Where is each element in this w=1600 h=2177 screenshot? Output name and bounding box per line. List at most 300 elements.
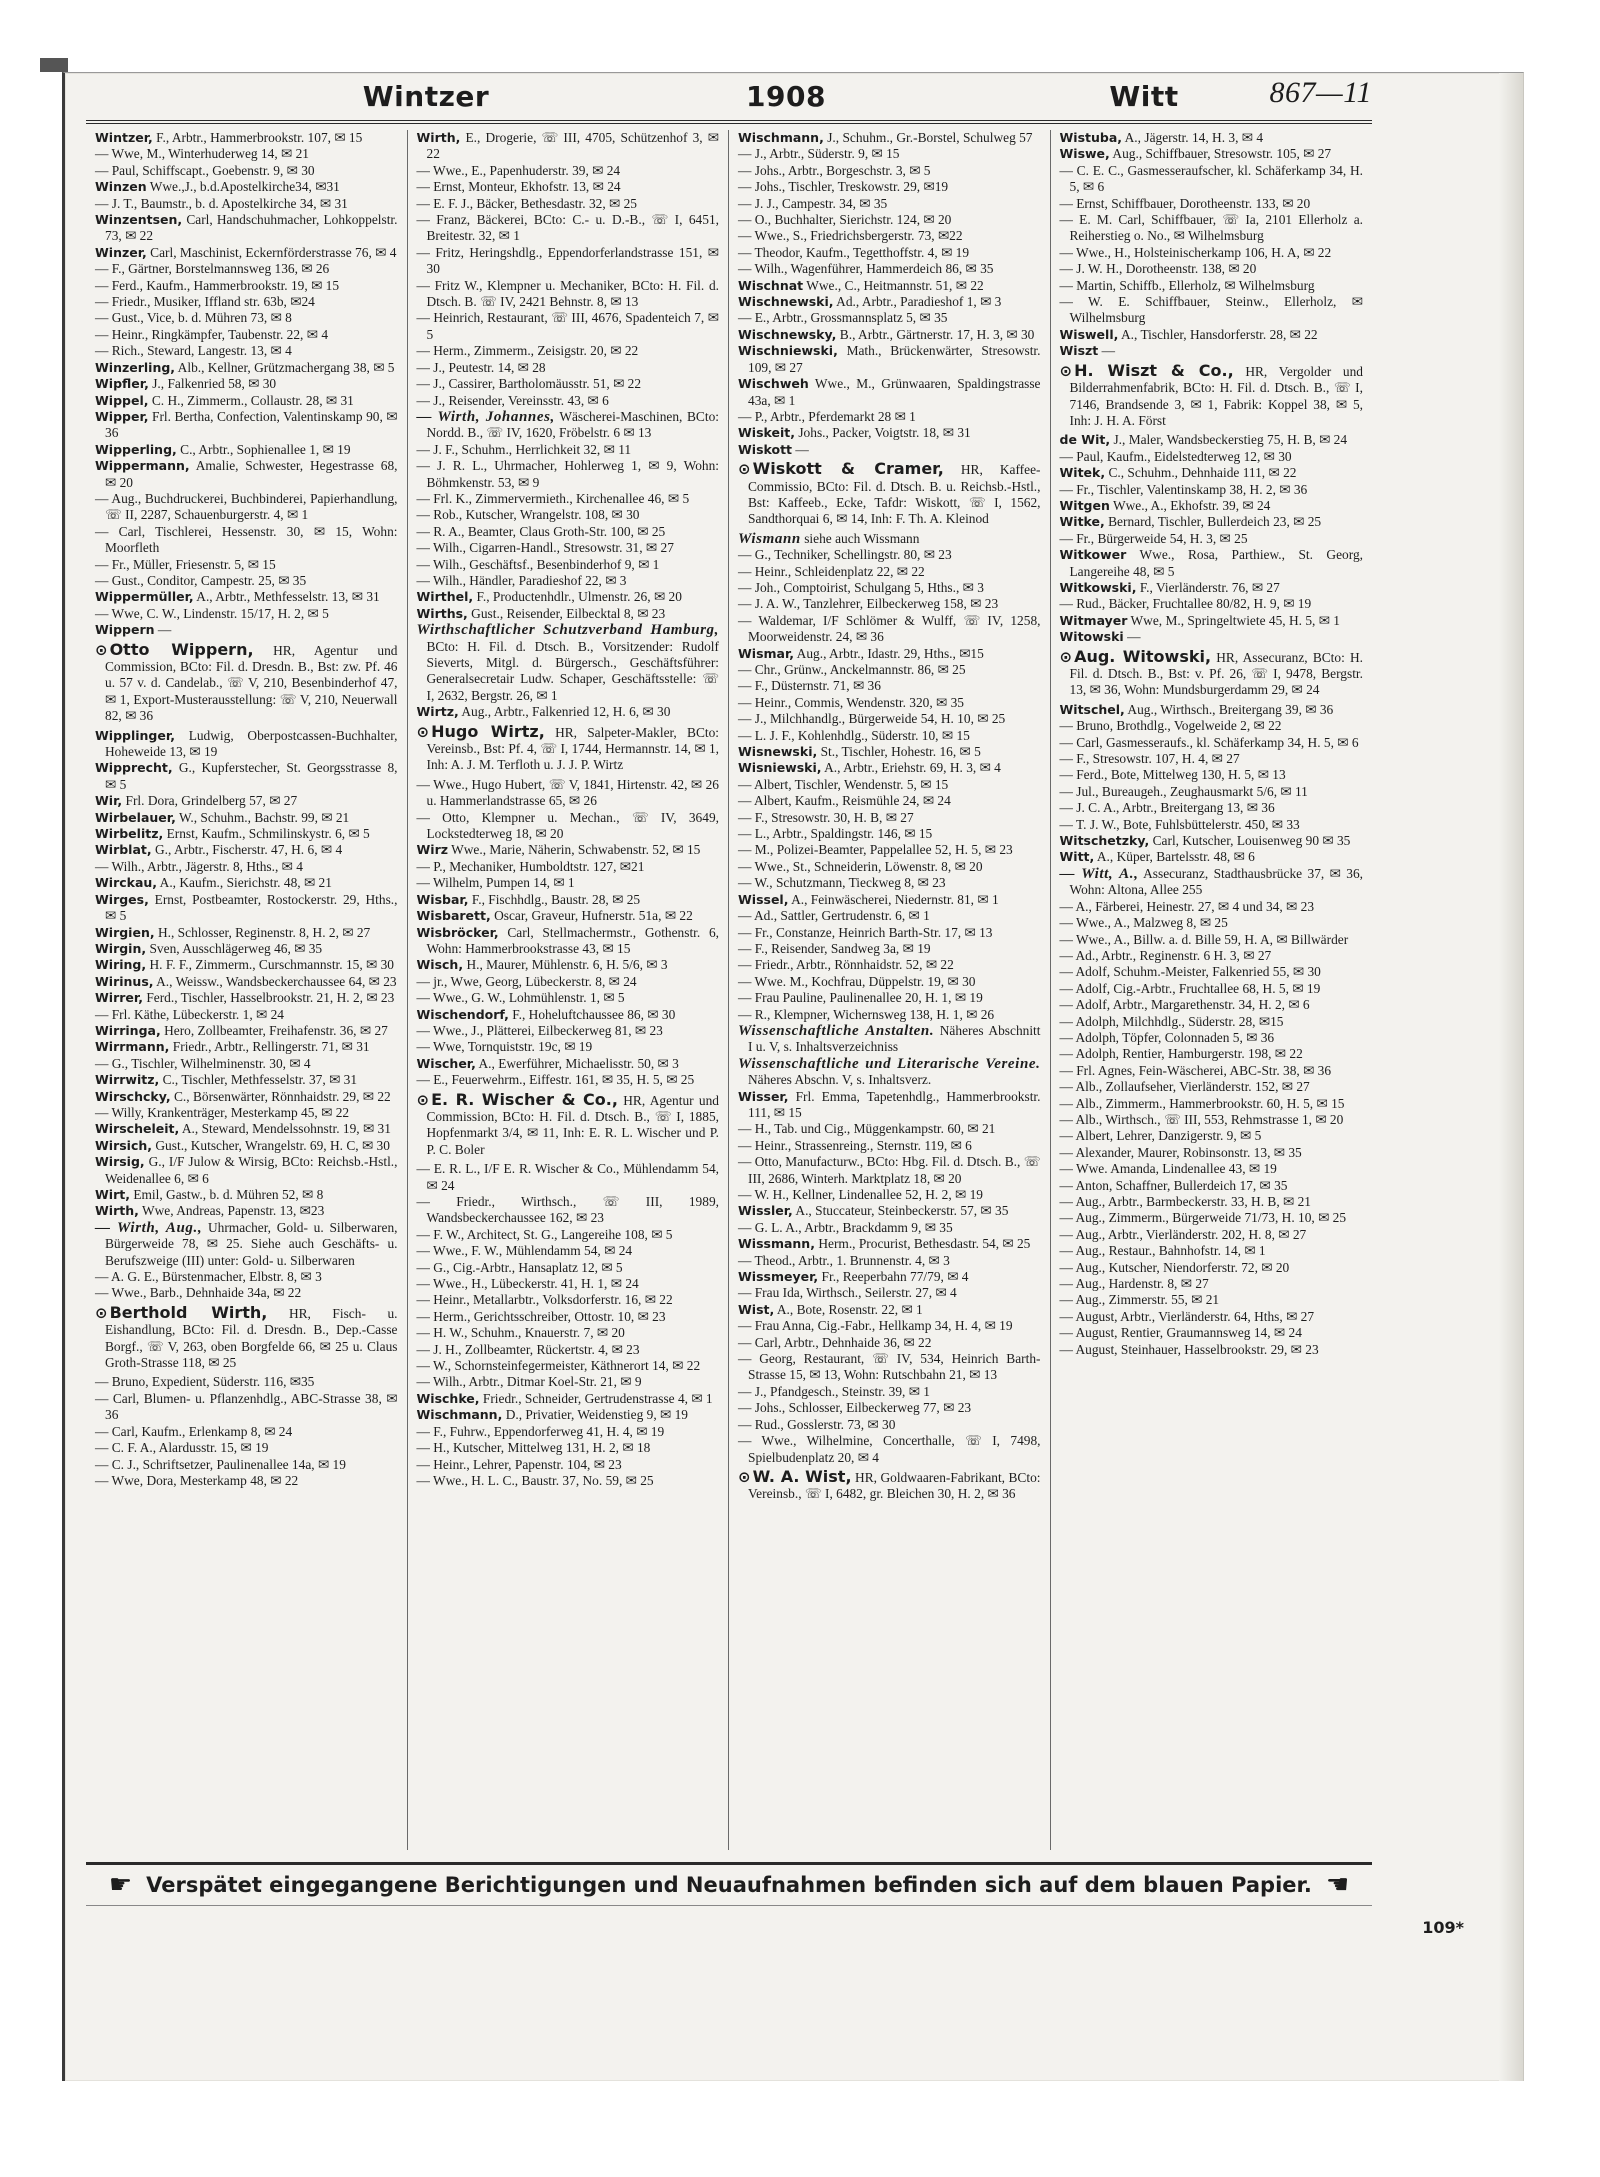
directory-entry (738, 990, 1041, 1006)
directory-entry (417, 343, 720, 359)
directory-entry (95, 130, 398, 146)
entry-text: — Alb., Wirthsch., ☏ III, 553, Rehmstrasse 1, ✉ 20 (1059, 1111, 1344, 1127)
directory-entry (1060, 718, 1364, 734)
directory-entry (738, 842, 1041, 858)
directory-entry (1060, 1309, 1364, 1325)
directory-entry (1060, 702, 1364, 718)
directory-entry (1060, 1178, 1364, 1194)
header-year: 1908 (746, 80, 826, 113)
directory-entry (95, 261, 398, 277)
entry-text: Johs., Packer, Voigtstr. 18, ✉ 31 (798, 425, 971, 441)
entry-text: Bernard, Tischler, Bullerdeich 23, ✉ 25 (1108, 514, 1322, 530)
firm-marker-icon: ⊙ (1059, 361, 1073, 380)
directory-columns (86, 130, 1372, 1850)
entry-name: Witkowski, (1059, 579, 1137, 595)
directory-entry (738, 531, 1041, 547)
entry-text: — Herm., Zimmerm., Zeisigstr. 20, ✉ 22 (416, 343, 639, 359)
directory-entry (417, 990, 720, 1006)
entry-text: Frl. Emma, Tapetenhdlg., Hammerbrookstr. 111, ✉ 15 (748, 1088, 1041, 1120)
directory-entry (738, 1335, 1041, 1351)
directory-entry (738, 1007, 1041, 1023)
directory-entry (95, 360, 398, 376)
directory-entry (1060, 849, 1364, 865)
entry-text: A., Kaufm., Sierichstr. 48, ✉ 21 (159, 875, 332, 891)
entry-text: — J. T., Baumstr., b. d. Apostelkirche 34, ✉ 31 (95, 195, 348, 211)
directory-entry (417, 589, 720, 605)
entry-name: Wirsich, (95, 1137, 153, 1153)
entry-text: Wwe.,J., b.d.Apostelkirche34, ✉31 (149, 179, 340, 195)
entry-text: — F., Fuhrw., Eppendorferweg 41, H. 4, ✉ 19 (416, 1423, 665, 1439)
entry-name: Wipper, (95, 408, 149, 424)
entry-name: Wiring, (95, 957, 147, 973)
directory-entry (1060, 948, 1364, 964)
entry-name: W. A. Wist, (752, 1466, 852, 1486)
entry-name: Wirth, (95, 1203, 139, 1219)
entry-name: Wischnewsky, (738, 326, 837, 342)
directory-entry (95, 875, 398, 891)
entry-text: — Heinr., Metallarbtr., Volksdorferstr. 16, ✉ 22 (416, 1292, 673, 1308)
directory-entry (738, 957, 1041, 973)
entry-name: Wissmann, (738, 1236, 815, 1252)
directory-entry (1060, 735, 1364, 751)
directory-entry (738, 613, 1041, 646)
directory-entry (95, 1457, 398, 1473)
directory-entry (738, 261, 1041, 277)
entry-name: Witke, (1059, 514, 1105, 530)
entry-text: — J., Milchhandlg., Bürgerweide 54, H. 10, ✉ 25 (738, 711, 1006, 727)
entry-name: Wisbar, (416, 891, 469, 907)
entry-name: Witkower (1059, 547, 1127, 563)
page-spine-shadow (1499, 73, 1523, 2081)
entry-text: — H., Tab. und Cig., Müggenkampstr. 60, ✉ 21 (738, 1121, 996, 1137)
directory-entry (417, 892, 720, 908)
entry-text: — Waldemar, I/F Schlömer & Wulff, ☏ IV, 1258, Moorweidenstr. 24, ✉ 36 (738, 612, 1041, 645)
entry-name: Wisniewski, (738, 760, 822, 776)
entry-name: Wippel, (95, 392, 149, 408)
entry-text: Alb., Kellner, Grützmachergang 38, ✉ 5 (177, 359, 395, 375)
directory-entry (738, 875, 1041, 891)
entry-text: Ernst, Postbeamter, Rostockerstr. 29, Hths., ✉ 5 (105, 891, 398, 924)
entry-text: — Wwe., A., Malzweg 8, ✉ 25 (1059, 915, 1228, 931)
entry-text: Gust., Reisender, Eilbecktal 8, ✉ 23 (471, 605, 666, 621)
entry-text: — Johs., Arbtr., Borgeschstr. 3, ✉ 5 (738, 162, 931, 178)
footer-notice-text: Verspätet eingegangene Berichtigungen und Neuaufnahmen befinden sich auf dem blauen Papier. (146, 1873, 1312, 1897)
entry-text: — Carl, Gasmesseraufs., kl. Schäferkamp 34, H. 5, ✉ 6 (1059, 734, 1359, 750)
directory-entry (1060, 294, 1364, 327)
entry-name: Wischmann, (416, 1407, 503, 1423)
entry-name: Witschel, (1059, 701, 1125, 717)
entry-text: A., Arbtr., Eriehstr. 69, H. 3, ✉ 4 (824, 760, 1001, 776)
entry-text: — Wilh., Wagenführer, Hammerdeich 86, ✉ 35 (738, 261, 994, 277)
entry-text: Sven, Ausschlägerweg 46, ✉ 35 (149, 940, 323, 956)
entry-text: Herm., Procurist, Bethesdastr. 54, ✉ 25 (818, 1236, 1031, 1252)
entry-text: Carl, Kutscher, Louisenweg 90 ✉ 35 (1152, 833, 1351, 849)
entry-text: — Aug., Arbtr., Vierländerstr. 202, H. 8, ✉ 27 (1059, 1226, 1307, 1242)
entry-name: Witmayer (1059, 612, 1128, 628)
entry-text: — C. E. C., Gasmesseraufscher, kl. Schäferkamp 34, H. 5, ✉ 6 (1059, 162, 1363, 195)
entry-name: de Wit, (1059, 432, 1111, 448)
entry-name: Wippern (95, 622, 155, 638)
directory-entry (95, 573, 398, 589)
entry-text: — J., Arbtr., Süderstr. 9, ✉ 15 (738, 146, 900, 162)
directory-entry (417, 1391, 720, 1407)
directory-entry (738, 425, 1041, 441)
entry-text: — Chr., Grünw., Anckelmannstr. 86, ✉ 25 (738, 662, 966, 677)
entry-text: D., Privatier, Weidenstieg 9, ✉ 19 (505, 1407, 688, 1423)
directory-entry (738, 1433, 1041, 1466)
entry-text: — Fritz W., Klempner u. Mechaniker, BCto: H. Fil. d. Dtsch. B. ☏ IV, 2421 Behnstr. 8, ✉ 13 (416, 277, 719, 310)
directory-entry (95, 1121, 398, 1137)
directory-entry (1060, 1260, 1364, 1276)
directory-entry (95, 1056, 398, 1072)
entry-text: — Carl, Arbtr., Dehnhaide 36, ✉ 22 (738, 1334, 932, 1350)
entry-name: Wissmeyer, (738, 1269, 819, 1285)
directory-entry (417, 196, 720, 212)
entry-text: — Heinr., Commis, Wendenstr. 320, ✉ 35 (738, 694, 964, 710)
directory-entry (738, 728, 1041, 744)
entry-name: Wirinus, (95, 973, 154, 989)
directory-entry (738, 974, 1041, 990)
directory-entry (1060, 432, 1364, 448)
directory-entry (417, 1325, 720, 1341)
entry-text: — Albert, Kaufm., Reismühle 24, ✉ 24 (738, 793, 951, 809)
directory-entry (738, 1400, 1041, 1416)
entry-text: A., Tischler, Hansdorferstr. 28, ✉ 22 (1120, 326, 1318, 342)
header-right-keyword: Witt (1109, 80, 1179, 113)
directory-entry (738, 1269, 1041, 1285)
directory-entry (738, 908, 1041, 924)
directory-entry (1060, 1112, 1364, 1128)
entry-text: G., Kupferstecher, St. Georgsstrasse 8, ✉ 5 (105, 760, 398, 792)
entry-text: — L., Arbtr., Spaldingstr. 146, ✉ 15 (738, 826, 933, 842)
column-4 (1051, 130, 1373, 1850)
entry-name: Hugo Wirtz, (431, 721, 545, 741)
entry-text: — Wwe., F. W., Mühlendamm 54, ✉ 24 (416, 1243, 633, 1259)
header-page-number: 867—11 (1269, 76, 1372, 109)
entry-text: C., Tischler, Methfesselstr. 37, ✉ 31 (162, 1072, 358, 1088)
entry-name: Wissenschaftliche und Literarische Vereine. (738, 1055, 1041, 1072)
entry-text: — L. J. F., Kohlenhdlg., Süderstr. 10, ✉ 15 (738, 727, 970, 743)
column-3 (729, 130, 1051, 1850)
entry-name: Wischke, (416, 1390, 480, 1406)
entry-text: — Fritz, Heringshdlg., Eppendorferlandstrasse 151, ✉ 30 (416, 244, 719, 277)
directory-entry (95, 990, 398, 1006)
directory-entry (417, 360, 720, 376)
entry-text: — Ad., Arbtr., Reginenstr. 6 H. 3, ✉ 27 (1059, 947, 1272, 963)
entry-name: Wiskeit, (738, 425, 795, 441)
entry-text: — Aug., Restaur., Bahnhofstr. 14, ✉ 1 (1059, 1243, 1266, 1259)
entry-text: — Adolf, Arbtr., Margarethenstr. 34, H. 2, ✉ 6 (1059, 997, 1310, 1013)
directory-entry (738, 810, 1041, 826)
directory-entry (95, 458, 398, 491)
entry-text: A., Weissw., Wandsbeckerchaussee 64, ✉ 23 (156, 973, 397, 989)
directory-entry (1060, 482, 1364, 498)
directory-entry (738, 777, 1041, 793)
directory-entry (417, 163, 720, 179)
directory-entry (417, 278, 720, 311)
entry-text: — Wwe., H., Lübeckerstr. 41, H. 1, ✉ 24 (416, 1276, 639, 1292)
entry-text: — Frl. Käthe, Lübeckerstr. 1, ✉ 24 (95, 1006, 284, 1022)
directory-entry (738, 1351, 1041, 1384)
entry-text: — Wwe. Amanda, Lindenallee 43, ✉ 19 (1059, 1161, 1277, 1177)
entry-text: F., Arbtr., Hammerbrookstr. 107, ✉ 15 (156, 130, 363, 145)
directory-entry (1060, 212, 1364, 245)
entry-text: — C. F. A., Alardusstr. 15, ✉ 19 (95, 1440, 269, 1456)
directory-entry (95, 1473, 398, 1489)
directory-entry (95, 376, 398, 392)
directory-entry (1060, 1030, 1364, 1046)
entry-text: A., Jägerstr. 14, H. 3, ✉ 4 (1124, 130, 1264, 145)
entry-name: Wisser, (738, 1088, 789, 1104)
directory-entry (417, 908, 720, 924)
firm-marker-icon: ⊙ (738, 460, 751, 479)
entry-name: Aug. Witowski, (1074, 646, 1212, 666)
directory-entry (95, 1269, 398, 1285)
directory-entry (1060, 981, 1364, 997)
entry-text: HR, Goldwaaren-Fabrikant, BCto: Vereinsb., ☏ I, 6482, gr. Bleichen 30, H. 2, ✉ 36 (748, 1469, 1041, 1502)
entry-name: Witgen (1059, 497, 1110, 513)
entry-text: — Wwe., Barb., Dehnhaide 34a, ✉ 22 (95, 1285, 302, 1301)
firm-marker-icon: ⊙ (1059, 647, 1073, 666)
directory-entry (1060, 784, 1364, 800)
directory-entry (738, 596, 1041, 612)
entry-name: Wirgien, (95, 924, 155, 940)
entry-text: — Friedr., Wirthsch., ☏ III, 1989, Wandsbeckerchaussee 162, ✉ 23 (416, 1194, 719, 1226)
entry-name: — Wirth, Johannes, (416, 408, 555, 425)
entry-text: Friedr., Arbtr., Rellingerstr. 71, ✉ 31 (172, 1039, 370, 1055)
firm-marker-icon: ⊙ (416, 1090, 430, 1109)
entry-name: Wist, (738, 1301, 775, 1317)
entry-text: Wäscherei-Maschinen, BCto: Nordd. B., ☏ IV, 1620, Fröbelstr. 6 ✉ 13 (426, 408, 719, 441)
firm-entry (416, 1089, 720, 1159)
entry-text: — Martin, Schiffb., Ellerholz, ✉ Wilhelmsburg (1059, 277, 1315, 293)
directory-entry (417, 1473, 720, 1489)
entry-text: Wwe, M., Springeltwiete 45, H. 5, ✉ 1 (1130, 612, 1340, 628)
entry-name: — Witt, A., (1059, 865, 1139, 882)
entry-text: — J. J., Campestr. 34, ✉ 35 (738, 195, 888, 211)
entry-text: — Ernst, Schiffbauer, Dorotheenstr. 133, ✉ 20 (1059, 195, 1311, 211)
entry-name: Wischer, (416, 1055, 476, 1071)
entry-text: — J., Cassirer, Bartholomäusstr. 51, ✉ 22 (416, 376, 642, 392)
entry-text: — F., Reisender, Sandweg 3a, ✉ 19 (738, 940, 931, 956)
entry-text: Wwe., Rosa, Parthiew., St. Georg, Langereihe 48, ✉ 5 (1069, 547, 1363, 579)
entry-name: Winzen (95, 179, 147, 195)
entry-text: — J. C. A., Arbtr., Breitergang 13, ✉ 36 (1059, 800, 1275, 816)
directory-entry (95, 1023, 398, 1039)
entry-text: — Wilh., Händler, Paradieshof 22, ✉ 3 (416, 572, 627, 588)
entry-text: — J. A. W., Tanzlehrer, Eilbeckerweg 158, ✉ 23 (738, 596, 999, 612)
directory-entry (417, 1161, 720, 1194)
directory-entry (1060, 964, 1364, 980)
entry-name: Wipprecht, (95, 760, 173, 776)
entry-name: Wirthel, (416, 589, 474, 605)
entry-text: — Wilh., Arbtr., Ditmar Koel-Str. 21, ✉ 9 (416, 1374, 642, 1390)
entry-text: — Wwe., A., Billw. a. d. Bille 59, H. A, ✉ Billwärder (1059, 931, 1349, 947)
entry-text: Aug., Arbtr., Idastr. 29, Hths., ✉15 (796, 645, 984, 661)
directory-entry (738, 1023, 1041, 1056)
directory-entry (738, 646, 1041, 662)
entry-text: — Alb., Zimmerm., Hammerbrookstr. 60, H. 5, ✉ 15 (1059, 1095, 1345, 1111)
directory-entry (417, 557, 720, 573)
directory-entry (738, 1203, 1041, 1219)
entry-text: — Fr., Müller, Friesenstr. 5, ✉ 15 (95, 556, 276, 572)
directory-entry (95, 163, 398, 179)
directory-entry (1060, 245, 1364, 261)
entry-text: — G., Techniker, Schellingstr. 80, ✉ 23 (738, 547, 952, 563)
entry-text: — Friedr., Musiker, Iffland str. 63b, ✉24 (95, 294, 315, 310)
entry-text: — Bruno, Brothdlg., Vogelweide 2, ✉ 22 (1059, 718, 1282, 734)
entry-name: Wirthschaftlicher Schutzverband Hamburg, (416, 622, 719, 639)
directory-entry (95, 327, 398, 343)
entry-text: — E., Feuerwehrm., Eiffestr. 161, ✉ 35, H. 5, ✉ 25 (416, 1072, 695, 1088)
entry-text: — jr., Wwe, Georg, Lübeckerstr. 8, ✉ 24 (416, 973, 637, 989)
directory-entry (1060, 866, 1364, 899)
entry-text: — Otto, Manufacturw., BCto: Hbg. Fil. d. Dtsch. B., ☏ III, 2686, Winterh. Marktplatz 18, ✉ 20 (738, 1154, 1041, 1186)
entry-text: — Frl. K., Zimmervermieth., Kirchenallee 46, ✉ 5 (416, 490, 690, 506)
entry-text: — Carl, Tischlerei, Hessenstr. 30, ✉ 15, Wohn: Moorfleth (95, 523, 398, 556)
entry-text: Wwe., M., Grünwaaren, Spaldingstrasse 43a, ✉ 1 (748, 376, 1041, 408)
directory-entry (1060, 1063, 1364, 1079)
entry-text: — G., Tischler, Wilhelminenstr. 30, ✉ 4 (95, 1055, 311, 1071)
entry-name: Wirscheleit, (95, 1121, 180, 1137)
directory-entry (738, 278, 1041, 294)
directory-entry (738, 1187, 1041, 1203)
entry-text: Uhrmacher, Gold- u. Silberwaren, Bürgerweide 78, ✉ 25. Siehe auch Geschäfts- u. Berufszweige (III) unter: Gold- u. Silberwaren (105, 1219, 398, 1268)
directory-entry (95, 524, 398, 557)
entry-text: — Wwe., S., Friedrichsbergerstr. 73, ✉22 (738, 228, 963, 244)
entry-text: — O., Buchhalter, Sierichstr. 124, ✉ 20 (738, 212, 952, 228)
entry-text: — Frau Anna, Cig.-Fabr., Hellkamp 34, H. 4, ✉ 19 (738, 1318, 1013, 1334)
directory-entry (95, 1187, 398, 1203)
directory-entry (738, 376, 1041, 409)
directory-entry (417, 925, 720, 958)
entry-name: Wismann (738, 530, 801, 547)
entry-text: — Wwe, C. W., Lindenstr. 15/17, H. 2, ✉ 5 (95, 605, 329, 621)
directory-entry (738, 859, 1041, 875)
entry-text: Näheres Abschn. V, s. Inhaltsverz. (748, 1072, 932, 1088)
directory-entry (1060, 130, 1364, 146)
entry-text: G., I/F Julow & Wirsig, BCto: Reichsb.-Hstl., Weidenallee 6, ✉ 6 (105, 1154, 398, 1186)
entry-text: — E. F. J., Bäcker, Bethesdastr. 32, ✉ 25 (416, 195, 637, 211)
directory-entry (417, 1023, 720, 1039)
firm-marker-icon: ⊙ (95, 640, 108, 659)
directory-entry (1060, 751, 1364, 767)
entry-text: — Carl, Kaufm., Erlenkamp 8, ✉ 24 (95, 1423, 293, 1439)
entry-name: Wirbelauer, (95, 809, 176, 825)
entry-text: — E. R. L., I/F E. R. Wischer & Co., Mühlendamm 54, ✉ 24 (416, 1161, 719, 1193)
directory-entry (95, 442, 398, 458)
entry-text: Ernst, Kaufm., Schmilinskystr. 6, ✉ 5 (166, 826, 370, 842)
entry-text: — Fr., Bürgerweide 54, H. 3, ✉ 25 (1059, 530, 1248, 546)
directory-entry (1060, 817, 1364, 833)
entry-name: Wirblat, (95, 842, 152, 858)
entry-name: Wismar, (738, 645, 795, 661)
entry-text: — August, Rentier, Graumannsweg 14, ✉ 24 (1059, 1325, 1302, 1341)
entry-text: — Wwe., J., Plätterei, Eilbeckerweg 81, ✉ 23 (416, 1022, 663, 1038)
directory-entry (95, 491, 398, 524)
entry-text: — Heinr., Strassenreing., Sternstr. 119, ✉ 6 (738, 1137, 972, 1153)
entry-text: — Franz, Bäckerei, BCto: C.- u. D.-B., ☏ I, 6451, Breitestr. 32, ✉ 1 (416, 212, 719, 244)
entry-name: Wintzer, (95, 130, 153, 145)
directory-entry (1060, 465, 1364, 481)
entry-name: H. Wiszt & Co., (1074, 360, 1234, 380)
entry-text: — Theod., Arbtr., 1. Brunnenstr. 4, ✉ 3 (738, 1252, 950, 1268)
directory-entry (417, 777, 720, 810)
directory-entry (417, 1227, 720, 1243)
entry-text: J., Maler, Wandsbeckerstieg 75, H. B, ✉ 24 (1113, 432, 1348, 448)
directory-entry (738, 212, 1041, 228)
directory-entry (738, 1138, 1041, 1154)
entry-name: Wiskott & Cramer, (752, 459, 944, 479)
footer-notice (86, 1862, 1372, 1906)
entry-name: Wissel, (738, 891, 789, 907)
entry-text: — Rich., Steward, Langestr. 13, ✉ 4 (95, 343, 292, 359)
directory-entry (1060, 531, 1364, 547)
entry-text: — Wwe., Wilhelmine, Concerthalle, ☏ I, 7498, Spielbudenplatz 20, ✉ 4 (738, 1433, 1041, 1465)
pointing-hand-right-icon: ☚ (1325, 1870, 1350, 1900)
entry-text: W., Schuhm., Bachstr. 99, ✉ 21 (178, 809, 350, 825)
entry-name: Berthold Wirth, (109, 1302, 268, 1322)
entry-text: Fr., Reeperbahn 77/79, ✉ 4 (821, 1269, 969, 1285)
entry-name: Wistuba, (1059, 130, 1123, 145)
directory-entry (1060, 1292, 1364, 1308)
directory-entry (738, 547, 1041, 563)
entry-text: E., Drogerie, ☏ III, 4705, Schützenhof 3, ✉ 22 (426, 130, 719, 162)
directory-entry (738, 711, 1041, 727)
directory-entry (417, 540, 720, 556)
entry-name: Wirtz, (416, 704, 459, 720)
directory-entry (738, 925, 1041, 941)
directory-entry (95, 245, 398, 261)
directory-entry (417, 507, 720, 523)
entry-name: Wirringa, (95, 1022, 161, 1038)
entry-text: A., Küper, Bartelsstr. 48, ✉ 6 (1096, 849, 1255, 865)
directory-entry (1060, 1276, 1364, 1292)
entry-text: — Willy, Krankenträger, Mesterkamp 45, ✉ 22 (95, 1104, 350, 1120)
entry-text: — M., Polizei-Beamter, Pappelallee 52, H. 5, ✉ 23 (738, 842, 1013, 858)
entry-text: — R. A., Beamter, Claus Groth-Str. 100, ✉ 25 (416, 523, 666, 539)
directory-entry (738, 564, 1041, 580)
entry-name: Wirckau, (95, 875, 158, 891)
entry-name: E. R. Wischer & Co., (431, 1089, 618, 1109)
entry-name: Wippermüller, (95, 589, 194, 605)
entry-text: — Anton, Schaffner, Bullerdeich 17, ✉ 35 (1059, 1177, 1288, 1193)
directory-entry (417, 179, 720, 195)
entry-name: Wirrwitz, (95, 1072, 160, 1088)
directory-entry (417, 1039, 720, 1055)
directory-entry (738, 678, 1041, 694)
entry-text: — Johs., Tischler, Treskowstr. 29, ✉19 (738, 179, 949, 195)
directory-entry (95, 606, 398, 622)
entry-name: Wippermann, (95, 458, 190, 474)
entry-text: — Ernst, Monteur, Ekhofstr. 13, ✉ 24 (416, 179, 621, 195)
entry-name: Wirsig, (95, 1154, 145, 1170)
entry-text: J., Falkenried 58, ✉ 30 (152, 376, 277, 392)
entry-text: — Wwe., H., Holsteinischerkamp 106, H. A, ✉ 22 (1059, 244, 1332, 260)
directory-entry (417, 957, 720, 973)
directory-entry (738, 1121, 1041, 1137)
entry-name: Winzentsen, (95, 212, 183, 228)
directory-entry (738, 1384, 1041, 1400)
directory-entry (1060, 1342, 1364, 1358)
column-1 (86, 130, 408, 1850)
entry-text: — W. E. Schiffbauer, Steinw., Ellerholz, ✉ Wilhelmsburg (1059, 294, 1363, 326)
directory-entry (95, 622, 398, 638)
entry-name: Witt, (1059, 849, 1095, 865)
entry-text: — Fr., Tischler, Valentinskamp 38, H. 2, ✉ 36 (1059, 481, 1308, 497)
directory-entry (1060, 547, 1364, 580)
entry-text: — R., Klempner, Wichernsweg 138, H. 1, ✉ 26 (738, 1006, 995, 1022)
